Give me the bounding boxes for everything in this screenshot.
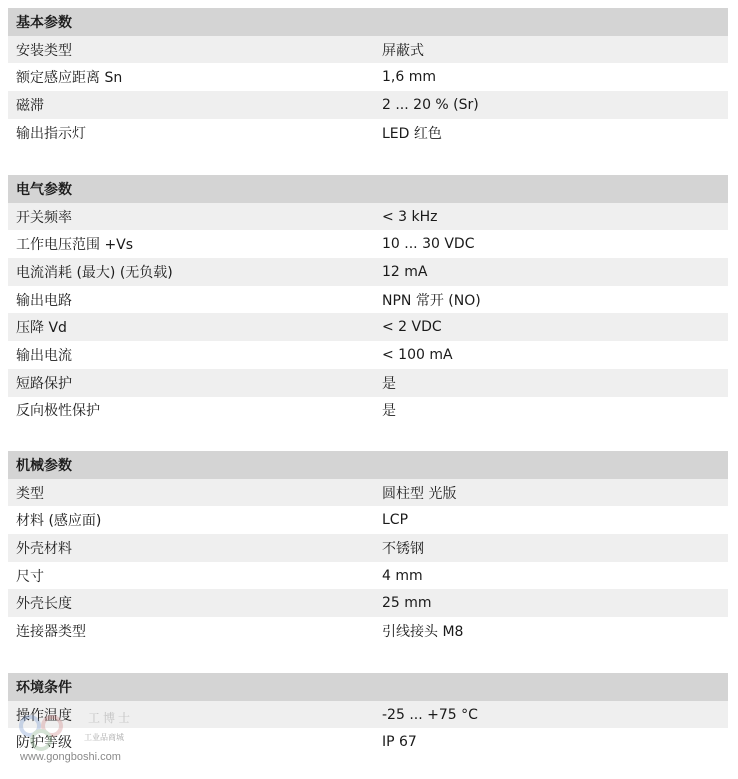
param-value: 引线接头 M8 [382, 623, 464, 640]
param-name: 磁滞 [16, 97, 44, 114]
table-row [8, 286, 728, 314]
table-row [8, 369, 728, 397]
param-value: -25 ... +75 °C [382, 706, 478, 723]
param-name: 工作电压范围 +Vs [16, 237, 134, 254]
param-name: 外壳长度 [16, 596, 72, 613]
table-row [8, 203, 728, 231]
section-header [8, 8, 728, 36]
param-value: 10 ... 30 VDC [382, 236, 475, 253]
param-name: 开关频率 [16, 209, 72, 226]
param-name: 连接器类型 [16, 623, 86, 640]
table-row [8, 313, 728, 341]
table-row [8, 479, 728, 507]
section-electrical [8, 175, 728, 424]
param-name: 短路保护 [16, 375, 72, 392]
section-title: 环境条件 [16, 679, 72, 696]
table-row [8, 230, 728, 258]
section-title: 电气参数 [16, 181, 72, 198]
param-value: < 100 mA [382, 346, 453, 363]
param-value: NPN 常开 (NO) [382, 292, 481, 309]
param-value: 是 [382, 375, 396, 392]
param-value: 是 [382, 403, 396, 420]
param-name: 操作温度 [16, 707, 72, 724]
section-basic [8, 8, 728, 146]
param-value: 不锈钢 [382, 540, 424, 557]
param-name: 输出电流 [16, 347, 72, 364]
param-name: 输出电路 [16, 292, 72, 309]
table-row [8, 534, 728, 562]
param-name: 压降 Vd [16, 320, 67, 337]
table-row [8, 119, 728, 147]
watermark-brand: 工博士 [88, 711, 134, 725]
watermark-url: www.gongboshi.com [20, 751, 121, 763]
table-row [8, 397, 728, 425]
table-row [8, 258, 728, 286]
param-value: 4 mm [382, 567, 423, 584]
param-name: 额定感应距离 Sn [16, 70, 123, 87]
param-value: LCP [382, 512, 409, 529]
table-row [8, 506, 728, 534]
param-name: 输出指示灯 [16, 125, 86, 142]
param-name: 反向极性保护 [16, 403, 100, 420]
param-name: 类型 [16, 485, 44, 502]
param-value: 屏蔽式 [382, 42, 424, 59]
param-value: IP 67 [382, 734, 417, 751]
param-value: < 2 VDC [382, 319, 442, 336]
table-row [8, 91, 728, 119]
table-row [8, 63, 728, 91]
param-name: 尺寸 [16, 568, 44, 585]
section-header [8, 451, 728, 479]
section-title: 机械参数 [16, 457, 72, 474]
param-name: 安装类型 [16, 42, 72, 59]
param-name: 电流消耗 (最大) (无负载) [16, 264, 173, 281]
param-name: 防护等级 [16, 735, 72, 752]
section-mechanical [8, 451, 728, 645]
param-value: 25 mm [382, 595, 432, 612]
param-name: 材料 (感应面) [16, 513, 102, 530]
param-value: < 3 kHz [382, 208, 438, 225]
param-value: 2 ... 20 % (Sr) [382, 96, 479, 113]
watermark-tagline: 工业品商城 [84, 733, 124, 742]
table-row [8, 617, 728, 645]
table-row [8, 562, 728, 590]
table-row [8, 589, 728, 617]
param-value: 1,6 mm [382, 69, 436, 86]
table-row [8, 341, 728, 369]
param-name: 外壳材料 [16, 540, 72, 557]
section-title: 基本参数 [16, 14, 72, 31]
param-value: LED 红色 [382, 125, 442, 142]
param-value: 12 mA [382, 263, 428, 280]
table-row [8, 36, 728, 64]
section-header [8, 175, 728, 203]
param-value: 圆柱型 光版 [382, 485, 457, 502]
